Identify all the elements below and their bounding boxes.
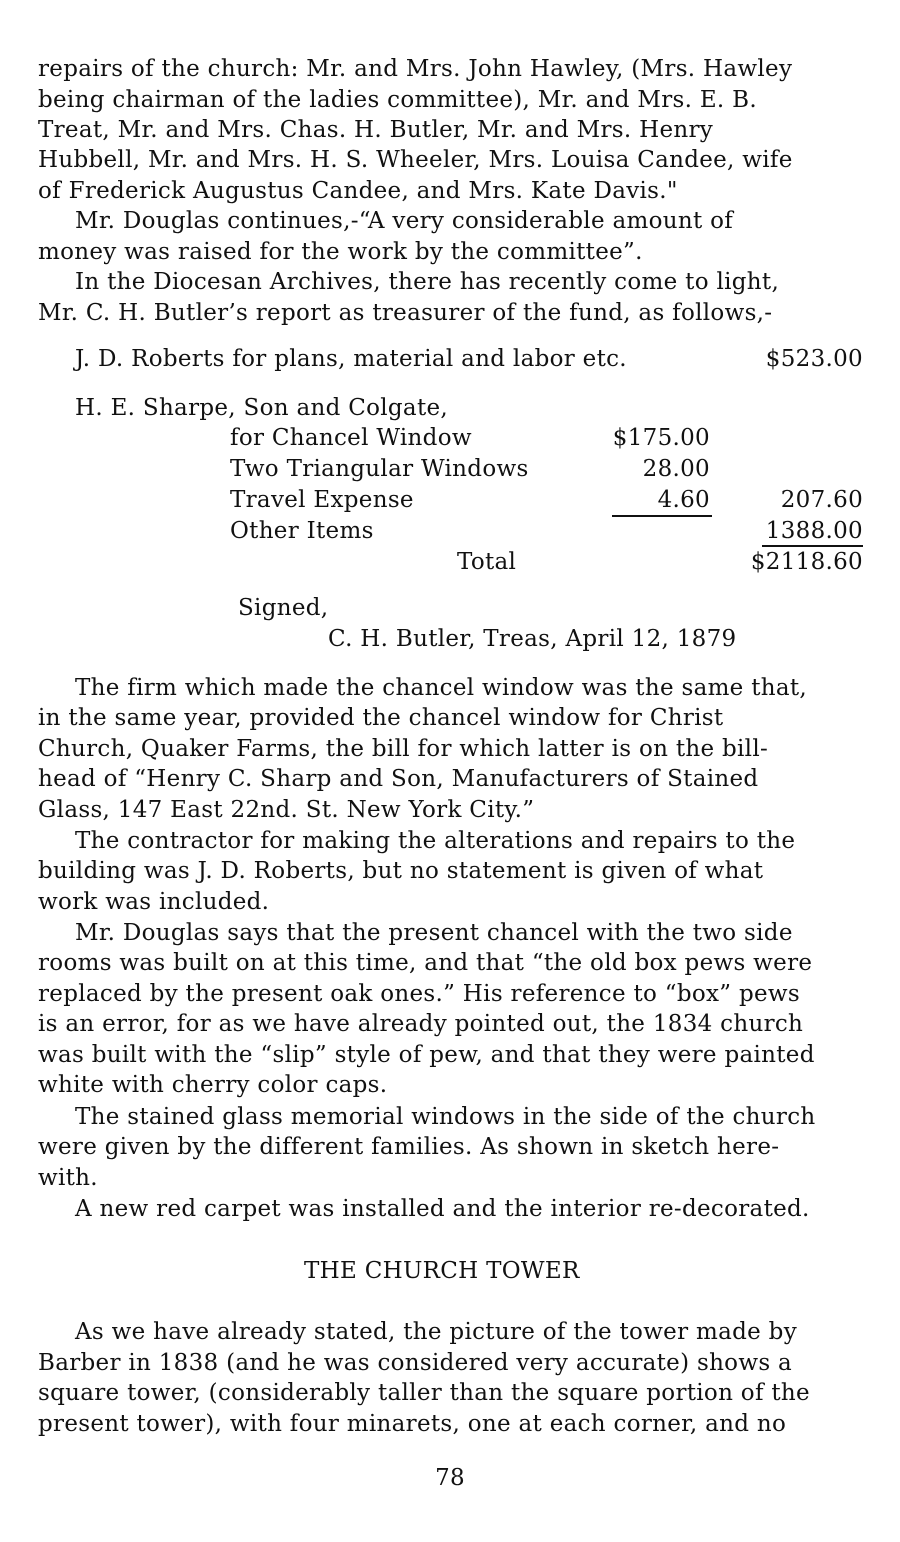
para9-line-2: Barber in 1838 (and he was considered very accurate) shows a [38, 1350, 793, 1376]
report-sharpe-subtotal: 207.60 [780, 487, 863, 513]
report-sharpe-label: H. E. Sharpe, Son and Colgate, [75, 395, 449, 421]
report-signature: C. H. Butler, Treas, April 12, 1879 [328, 626, 737, 652]
report-item-label: for Chancel Window [230, 425, 472, 451]
para8-line-1: A new red carpet was installed and the interior re-decorated. [75, 1196, 810, 1222]
report-signed-label: Signed, [238, 595, 329, 621]
para9-line-4: present tower), with four minarets, one at each corner, and no [38, 1411, 787, 1437]
para4-line-1: The firm which made the chancel window was the same that, [75, 675, 808, 701]
report-other-amount: 1388.00 [765, 518, 863, 544]
para9-line-3: square tower, (considerably taller than the square portion of the [38, 1380, 810, 1406]
para9-line-1: As we have already stated, the picture of the tower made by [75, 1319, 797, 1345]
para3-line-2: Mr. C. H. Butler’s report as treasurer of the fund, as follows,- [38, 300, 773, 326]
report-roberts-label: J. D. Roberts for plans, material and labor etc. [75, 346, 627, 372]
report-item-label: Two Triangular Windows [230, 456, 529, 482]
report-item-amount: 28.00 [642, 456, 710, 482]
para4-line-2: in the same year, provided the chancel window for Christ [38, 705, 724, 731]
para6-line-6: white with cherry color caps. [38, 1072, 388, 1098]
report-item-label: Travel Expense [230, 487, 414, 513]
para1-line-4: Hubbell, Mr. and Mrs. H. S. Wheeler, Mrs. Louisa Candee, wife [38, 147, 793, 173]
para2-line-1: Mr. Douglas continues,-“A very considerable amount of [75, 208, 734, 234]
para6-line-2: rooms was built on at this time, and that “the old box pews were [38, 950, 813, 976]
report-total-amount: $2118.60 [750, 549, 863, 575]
report-total-label: Total [457, 549, 517, 575]
para1-line-3: Treat, Mr. and Mrs. Chas. H. Butler, Mr. and Mrs. Henry [38, 117, 714, 143]
para6-line-5: was built with the “slip” style of pew, and that they were painted [38, 1042, 815, 1068]
para5-line-2: building was J. D. Roberts, but no statement is given of what [38, 858, 764, 884]
sum-rule [612, 515, 712, 517]
para1-line-2: being chairman of the ladies committee), Mr. and Mrs. E. B. [38, 87, 757, 113]
report-item-amount: $175.00 [612, 425, 710, 451]
para5-line-3: work was included. [38, 889, 270, 915]
para6-line-4: is an error, for as we have already pointed out, the 1834 church [38, 1011, 804, 1037]
para7-line-3: with. [38, 1165, 98, 1191]
para7-line-2: were given by the different families. As shown in sketch here- [38, 1134, 780, 1160]
para2-line-2: money was raised for the work by the committee”. [38, 239, 643, 265]
para7-line-1: The stained glass memorial windows in the side of the church [75, 1104, 816, 1130]
para4-line-3: Church, Quaker Farms, the bill for which latter is on the bill- [38, 736, 769, 762]
para1-line-5: of Frederick Augustus Candee, and Mrs. Kate Davis." [38, 178, 678, 204]
para4-line-4: head of “Henry C. Sharp and Son, Manufacturers of Stained [38, 766, 759, 792]
para6-line-1: Mr. Douglas says that the present chancel with the two side [75, 920, 793, 946]
section-heading: THE CHURCH TOWER [304, 1258, 580, 1284]
report-roberts-amount: $523.00 [765, 346, 863, 372]
para6-line-3: replaced by the present oak ones.” His reference to “box” pews [38, 981, 800, 1007]
para4-line-5: Glass, 147 East 22nd. St. New York City.” [38, 797, 535, 823]
para1-line-1: repairs of the church: Mr. and Mrs. John Hawley, (Mrs. Hawley [38, 56, 793, 82]
para5-line-1: The contractor for making the alterations and repairs to the [75, 828, 796, 854]
page-number: 78 [435, 1465, 465, 1491]
para3-line-1: In the Diocesan Archives, there has recently come to light, [75, 269, 780, 295]
report-item-amount: 4.60 [657, 487, 710, 513]
report-other-label: Other Items [230, 518, 374, 544]
